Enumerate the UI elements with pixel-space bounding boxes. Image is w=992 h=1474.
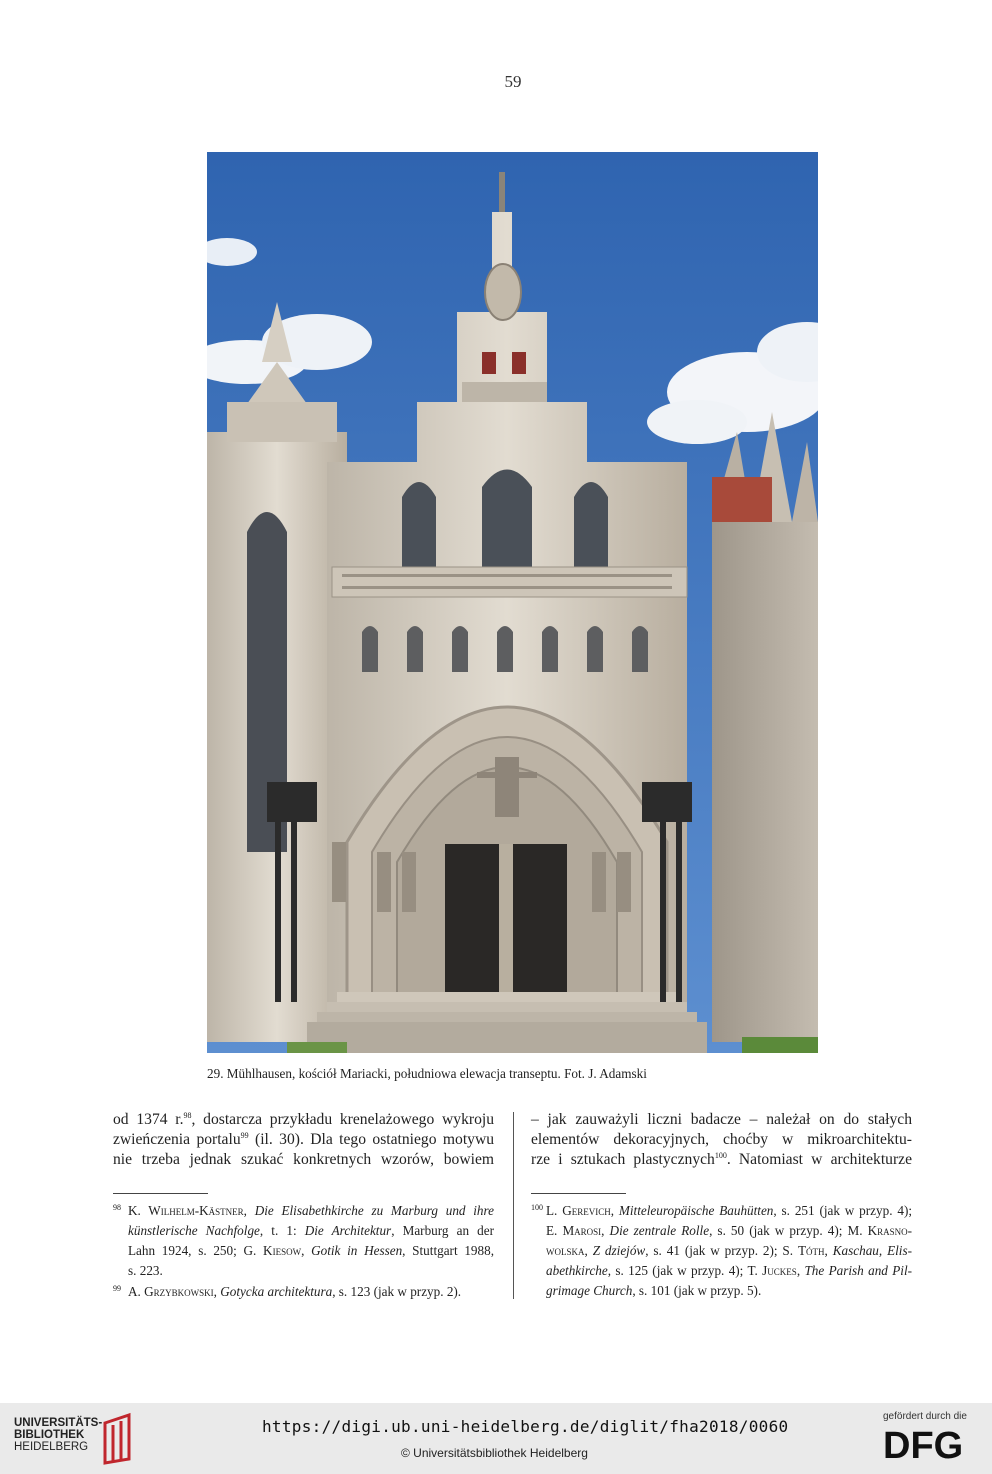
library-name-line: HEIDELBERG [14, 1441, 89, 1453]
footnote-ref: 98 [183, 1110, 192, 1120]
body-text-left-column [113, 1110, 494, 1170]
footnote-line: A. Grzybkowski, Gotycka architektura, s. 123 (jak w przyp. 2). [128, 1284, 462, 1299]
footnote-ref: 100 [714, 1150, 727, 1160]
body-line: nie trzeba jednak szukać konkretnych wzorów, bowiem [113, 1151, 494, 1168]
church-photo [207, 152, 818, 1053]
footnote-line: künstlerische Nachfolge, t. 1: Die Architektur, Marburg an der [128, 1223, 494, 1238]
column-divider [513, 1112, 514, 1299]
footnote-line: K. Wilhelm-Kästner, Die Elisabethkirche zu Marburg und ihre [128, 1203, 494, 1218]
footnote-line: L. Gerevich, Mitteleuropäische Bauhütten, s. 251 (jak w przyp. 4); [546, 1203, 912, 1218]
footnote [113, 1282, 494, 1302]
library-emblem-icon [99, 1411, 139, 1465]
dfg-logo[interactable] [883, 1424, 979, 1464]
footnote [531, 1201, 912, 1301]
footnote [113, 1201, 494, 1281]
body-line: od 1374 r.$^{98}$, dostarcza przykładu krenelażowego wykroju [113, 1110, 494, 1128]
body-line: – jak zauważyli liczni badacze – należał on do stałych [531, 1111, 912, 1128]
dfg-funding-label: gefördert durch die [883, 1411, 967, 1422]
footnote-line: s. 223. [128, 1263, 163, 1278]
footnotes-left [113, 1201, 494, 1303]
footnote-line: grimage Church, s. 101 (jak w przyp. 5). [546, 1283, 762, 1298]
footnote-line: wolska, Z dziejów, s. 41 (jak w przyp. 2); S. Tóth, Kaschau, Elis- [546, 1243, 912, 1258]
figure-caption: 29. Mühlhausen, kościół Mariacki, południowa elewacja transeptu. Fot. J. Adamski [207, 1066, 647, 1081]
body-line: rze i sztukach plastycznych$^{100}$. Natomiast w architekturze [531, 1150, 912, 1168]
footnote-number: 99 [113, 1284, 121, 1293]
footnote-ref: 99 [240, 1130, 249, 1140]
church-facade-illustration [207, 152, 818, 1053]
body-line: elementów dekoracyjnych, choćby w mikroarchitektu- [531, 1131, 912, 1148]
library-name-line: UNIVERSITÄTS- [14, 1417, 103, 1429]
permalink-url[interactable]: https://digi.ub.uni-heidelberg.de/diglit/fha2018/0060 [262, 1417, 789, 1436]
library-name-line: BIBLIOTHEK [14, 1429, 85, 1441]
footnote-number: 100 [531, 1203, 543, 1212]
body-text-right-column [531, 1110, 912, 1170]
footnote-number: 98 [113, 1203, 121, 1212]
footnotes-right [531, 1201, 912, 1302]
viewer-footer [0, 1403, 992, 1474]
body-line: zwieńczenia portalu$^{99}$ (il. 30). Dla tego ostatniego motywu [113, 1130, 495, 1148]
footnote-line: Lahn 1924, s. 250; G. Kiesow, Gotik in Hessen, Stuttgart 1988, [128, 1243, 494, 1258]
footnote-line: E. Marosi, Die zentrale Rolle, s. 50 (jak w przyp. 4); M. Krasno- [546, 1223, 913, 1238]
footnote-line: abethkirche, s. 125 (jak w przyp. 4); T. Juckes, The Parish and Pil- [546, 1263, 913, 1278]
copyright-notice: © Universitätsbibliothek Heidelberg [401, 1446, 588, 1460]
footnote-rule [531, 1193, 626, 1194]
page-number: 59 [504, 72, 522, 91]
footnote-rule [113, 1193, 208, 1194]
dfg-logo-text: DFG [883, 1425, 964, 1464]
library-logo[interactable] [14, 1417, 102, 1453]
